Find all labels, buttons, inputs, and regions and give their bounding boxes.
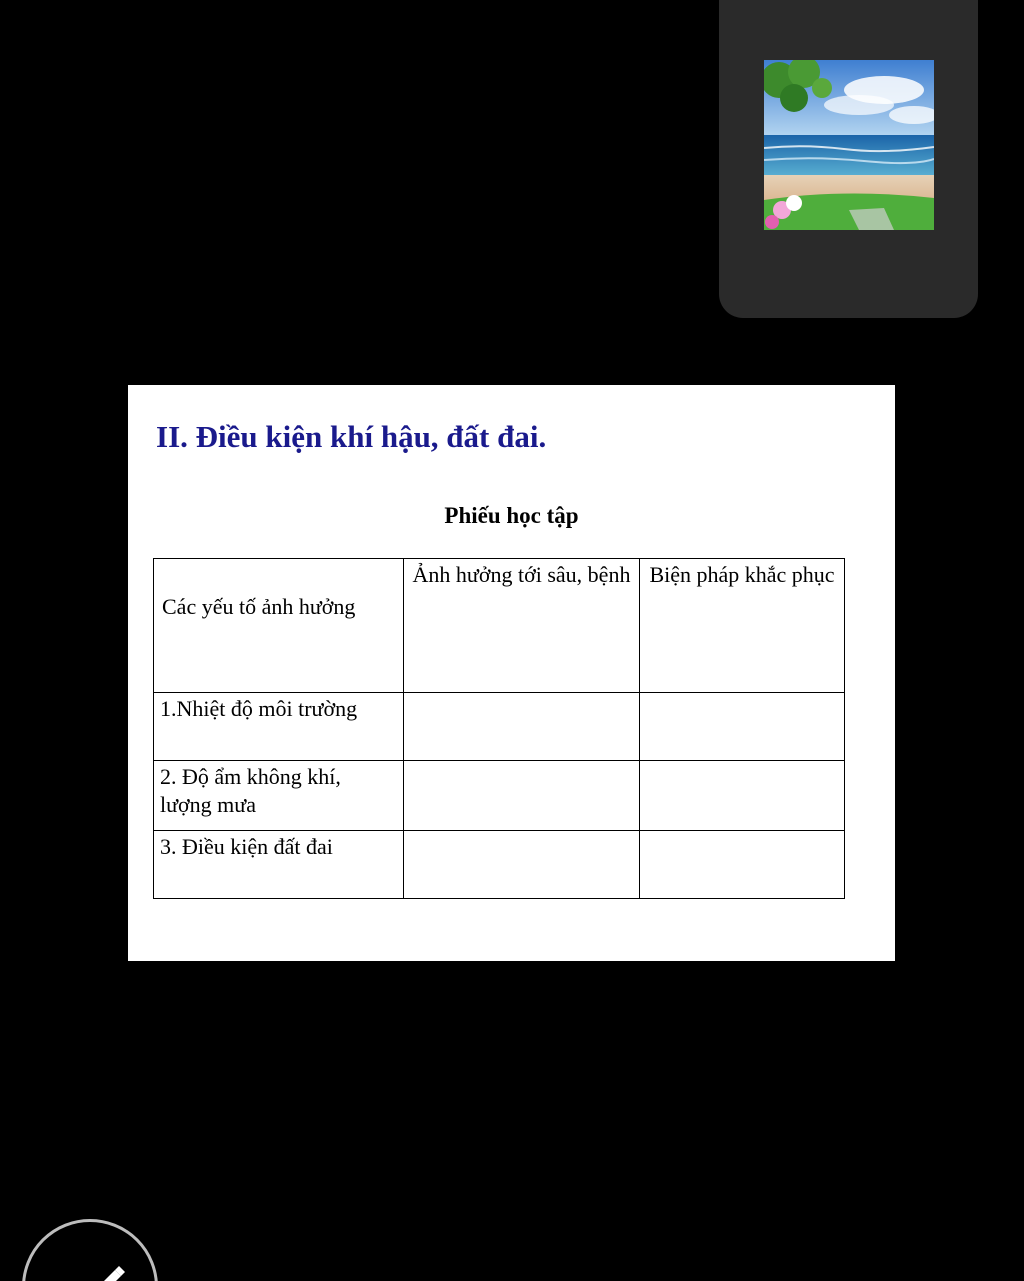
edit-button[interactable] [22,1219,158,1281]
table-row [154,761,845,831]
table-cell: 2. Độ ẩm không khí, lượng mưa [154,761,404,831]
table-cell [404,761,640,831]
beach-landscape-thumbnail [764,60,934,230]
table-cell [640,693,845,761]
table-cell [640,761,845,831]
pencil-icon [87,1256,127,1281]
header-remedies: Biện pháp khắc phục [640,559,845,693]
header-factors: Các yếu tố ảnh hưởng [154,559,404,693]
table-header-row [154,559,845,693]
shared-slide [128,385,895,961]
table-cell [404,693,640,761]
self-view-tile[interactable] [719,0,978,318]
table-cell: 3. Điều kiện đất đai [154,831,404,899]
worksheet-table [153,558,845,899]
table-row [154,831,845,899]
table-cell: 1.Nhiệt độ môi trường [154,693,404,761]
header-pest-impact: Ảnh hưởng tới sâu, bệnh [404,559,640,693]
table-cell [404,831,640,899]
slide-title: II. Điều kiện khí hậu, đất đai. [156,419,547,454]
worksheet-title: Phiếu học tập [444,503,579,528]
table-cell [640,831,845,899]
table-row [154,693,845,761]
